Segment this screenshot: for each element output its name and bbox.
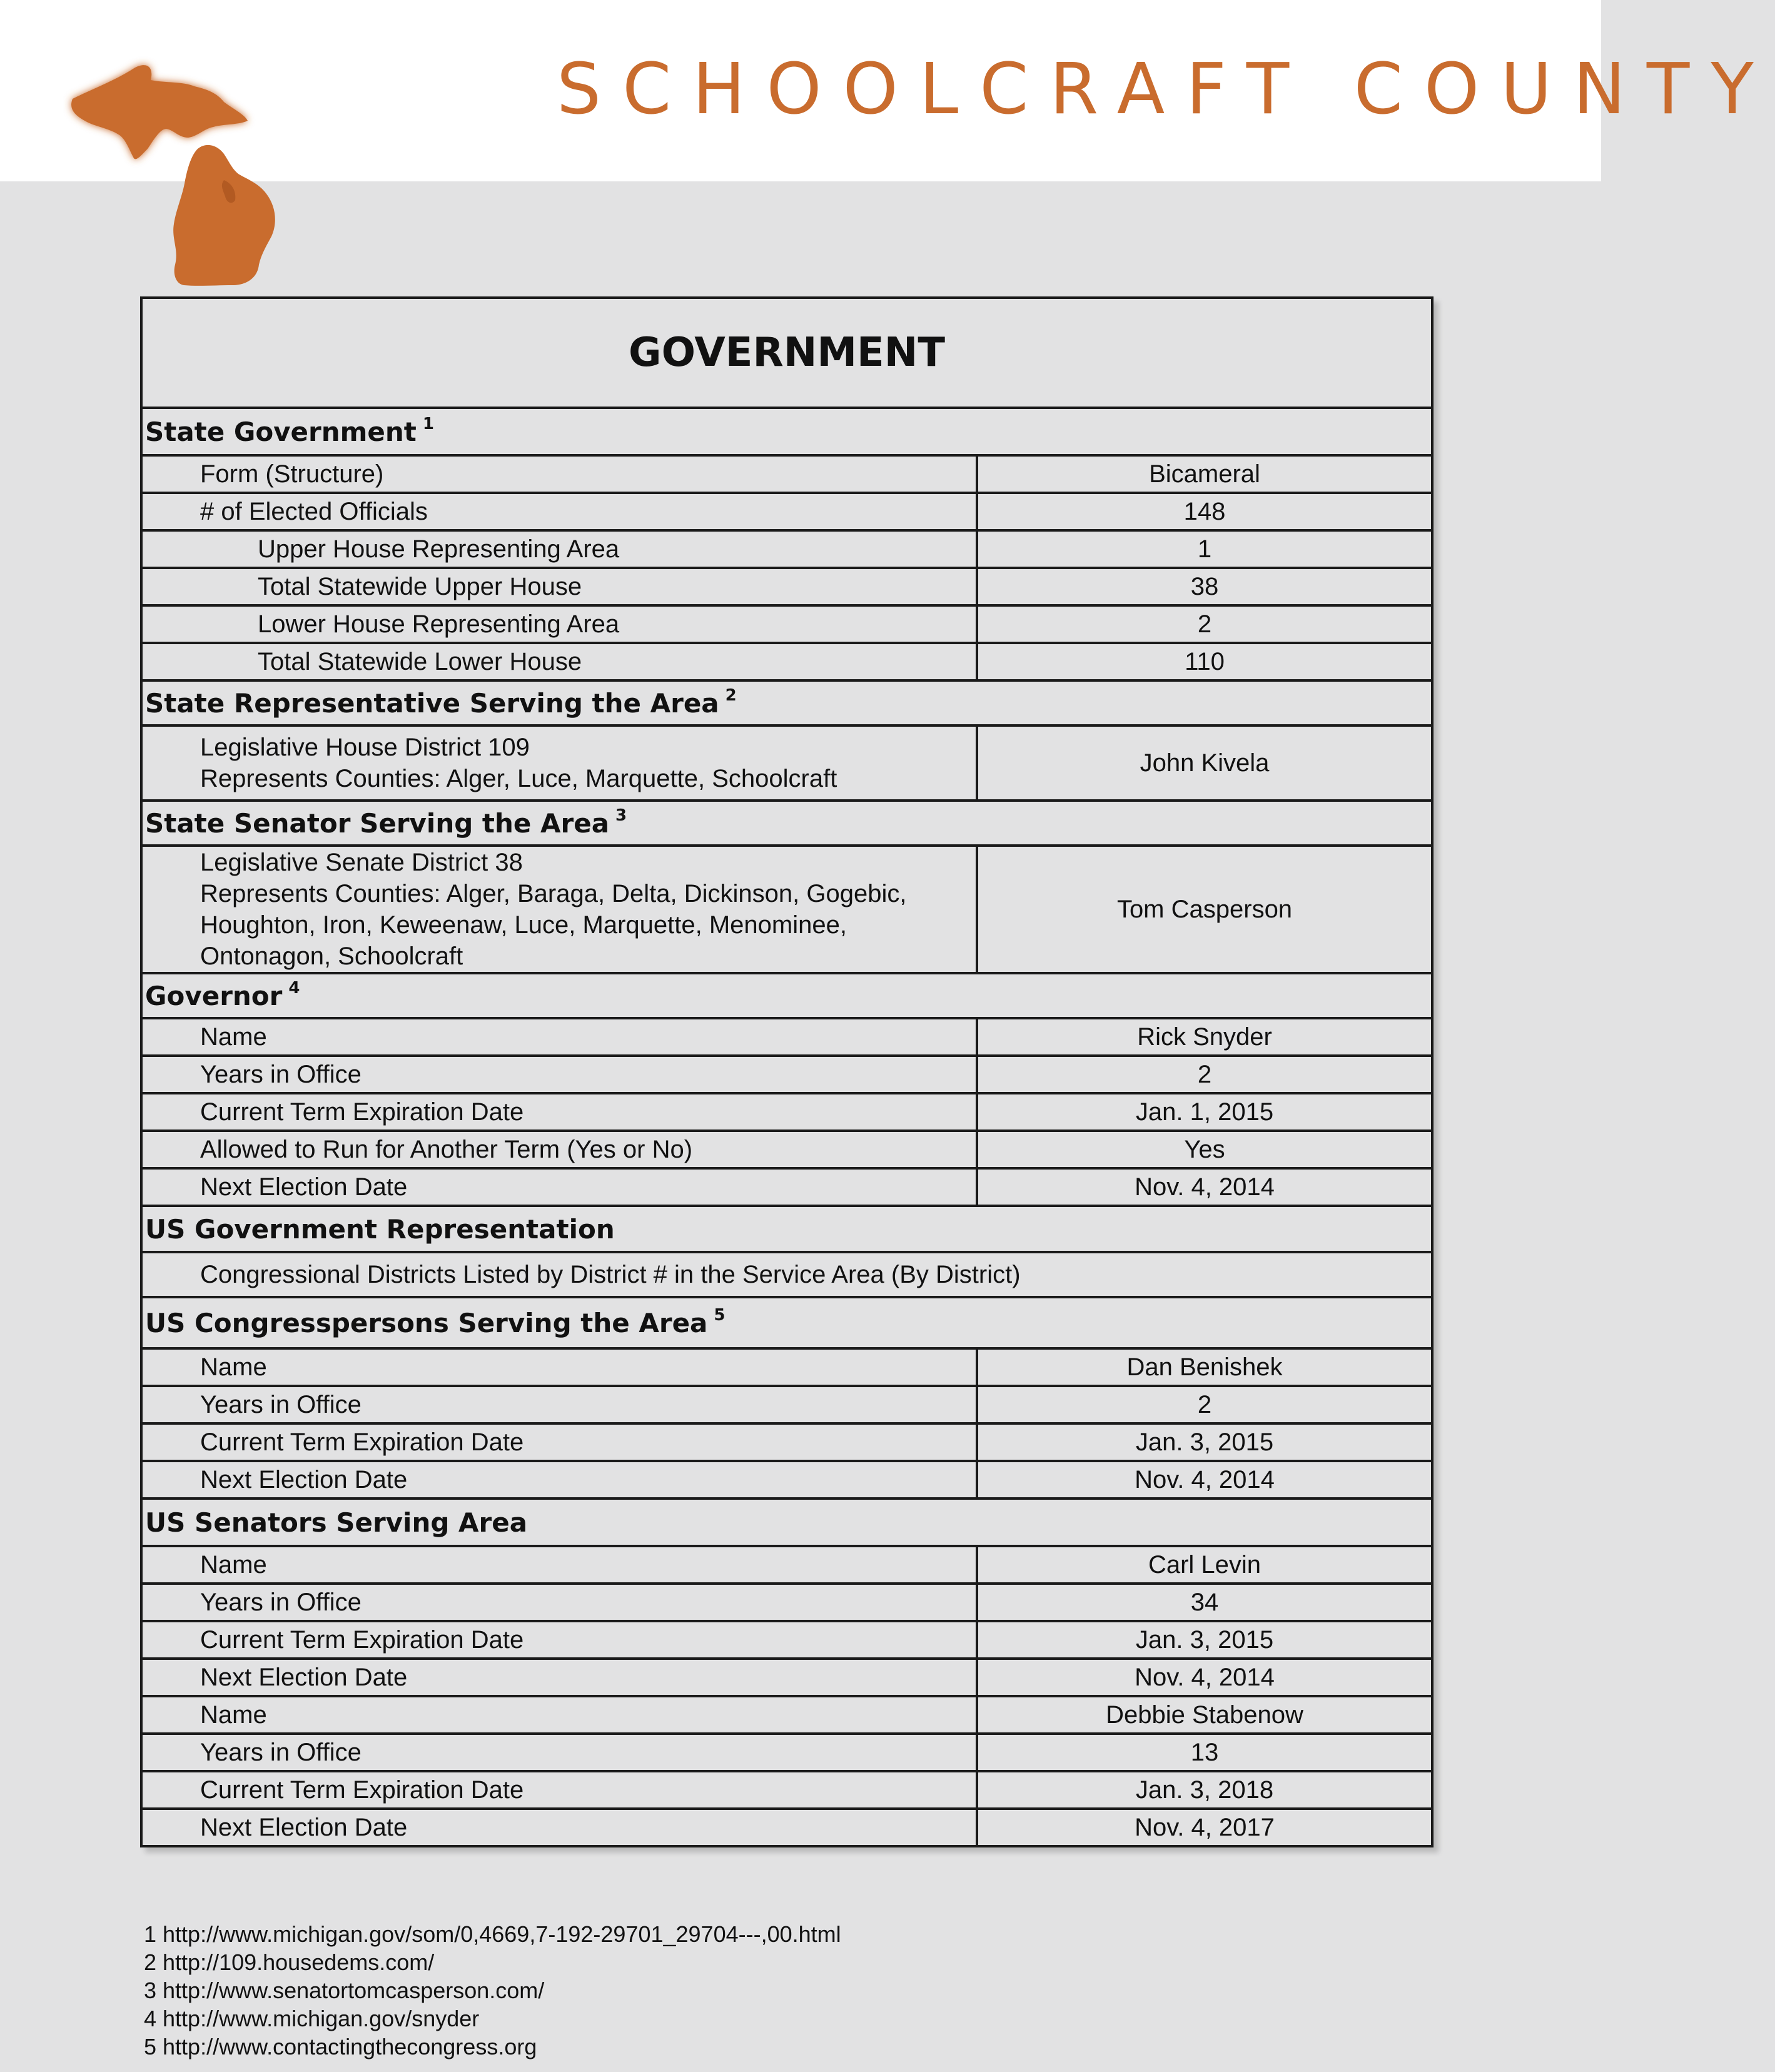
row-label: Years in Office <box>143 1735 978 1770</box>
footnote-link[interactable]: 4 http://www.michigan.gov/snyder <box>144 2006 480 2031</box>
row-value: Rick Snyder <box>1137 1023 1272 1051</box>
row-value: 38 <box>1190 572 1219 600</box>
row-label: Total Statewide Upper House <box>143 569 978 604</box>
row-label <box>143 727 978 799</box>
footnote-ref: 3 <box>615 806 627 825</box>
row-label: Years in Office <box>143 1585 978 1620</box>
row-value: 2 <box>1197 1060 1212 1088</box>
section-us-congress <box>143 1296 1431 1347</box>
row-label: Next Election Date <box>143 1810 978 1845</box>
section-heading: US Government Representation <box>145 1213 615 1245</box>
row-label: Lower House Representing Area <box>143 607 978 642</box>
row-label: Allowed to Run for Another Term (Yes or No) <box>143 1132 978 1167</box>
senator-name: Tom Casperson <box>1116 895 1293 923</box>
row-label: Name <box>143 1697 978 1732</box>
table-row <box>143 604 1431 642</box>
table-title-row <box>143 299 1431 407</box>
table-row <box>143 1129 1431 1167</box>
footnote-ref: 4 <box>288 978 300 998</box>
section-state-representative <box>143 679 1431 724</box>
row-value: 148 <box>1183 497 1226 525</box>
row-label: Name <box>143 1350 978 1385</box>
section-heading: US Senators Serving Area <box>145 1507 528 1538</box>
row-label: Current Term Expiration Date <box>143 1772 978 1807</box>
district-text: Legislative House District 109 <box>200 734 530 761</box>
section-us-government <box>143 1205 1431 1251</box>
table-title: GOVERNMENT <box>629 330 945 376</box>
row-value: 110 <box>1185 647 1225 675</box>
row-label: Years in Office <box>143 1387 978 1422</box>
row-label: Next Election Date <box>143 1170 978 1205</box>
row-label: Name <box>143 1547 978 1582</box>
section-heading: Governor <box>145 980 283 1011</box>
row-value: Nov. 4, 2017 <box>1135 1813 1275 1841</box>
table-row <box>143 844 1431 972</box>
counties-text: Houghton, Iron, Keweenaw, Luce, Marquette, Menominee, <box>200 911 847 939</box>
row-label: Years in Office <box>143 1057 978 1092</box>
table-row <box>143 642 1431 679</box>
table-row <box>143 1347 1431 1385</box>
row-label: Total Statewide Lower House <box>143 644 978 679</box>
table-row <box>143 454 1431 492</box>
table-row <box>143 1251 1431 1296</box>
table-row <box>143 1422 1431 1460</box>
table-row <box>143 1460 1431 1497</box>
footnote-link[interactable]: 3 http://www.senatortomcasperson.com/ <box>144 1978 545 2003</box>
section-state-senator <box>143 799 1431 844</box>
counties-text: Represents Counties: Alger, Baraga, Delta, Dickinson, Gogebic, <box>200 880 907 907</box>
section-heading: US Congresspersons Serving the Area <box>145 1307 708 1338</box>
table-row <box>143 724 1431 799</box>
table-row <box>143 1807 1431 1845</box>
table-row <box>143 567 1431 604</box>
row-label: Form (Structure) <box>143 457 978 492</box>
table-row <box>143 1620 1431 1657</box>
table-row <box>143 492 1431 529</box>
table-row <box>143 1695 1431 1732</box>
footnote-ref: 5 <box>714 1305 726 1325</box>
district-text: Legislative Senate District 38 <box>200 849 523 876</box>
row-label: Name <box>143 1019 978 1054</box>
counties-text: Ontonagon, Schoolcraft <box>200 943 463 970</box>
table-row <box>143 1054 1431 1092</box>
table-row <box>143 1545 1431 1582</box>
row-value: Dan Benishek <box>1126 1353 1283 1381</box>
section-heading: State Government <box>145 416 417 447</box>
table-row <box>143 529 1431 567</box>
row-label: Current Term Expiration Date <box>143 1425 978 1460</box>
table-row <box>143 1770 1431 1807</box>
row-label: Upper House Representing Area <box>143 532 978 567</box>
row-label: # of Elected Officials <box>143 494 978 529</box>
footnote-ref: 1 <box>422 414 434 433</box>
row-value: Nov. 4, 2014 <box>1135 1173 1275 1201</box>
table-row <box>143 1017 1431 1054</box>
row-value: 2 <box>1197 610 1212 638</box>
row-label: Current Term Expiration Date <box>143 1094 978 1129</box>
section-heading: State Representative Serving the Area <box>145 687 719 719</box>
row-value: 2 <box>1197 1390 1212 1418</box>
section-governor <box>143 972 1431 1017</box>
row-value: Nov. 4, 2014 <box>1135 1663 1275 1691</box>
row-value: 34 <box>1190 1588 1219 1616</box>
footnotes <box>144 1920 841 2061</box>
counties-text: Represents Counties: Alger, Luce, Marquette, Schoolcraft <box>200 765 837 792</box>
row-value: Debbie Stabenow <box>1106 1701 1303 1729</box>
michigan-map-icon <box>60 55 310 293</box>
government-table <box>140 296 1434 1847</box>
row-value: Yes <box>1184 1135 1225 1163</box>
row-value: Nov. 4, 2014 <box>1135 1465 1275 1493</box>
row-value: Jan. 3, 2018 <box>1135 1776 1274 1804</box>
row-value: Jan. 1, 2015 <box>1135 1098 1274 1126</box>
section-state-government <box>143 407 1431 454</box>
county-title: SCHOOLCRAFT COUNTY <box>557 49 1775 130</box>
row-label <box>143 847 978 972</box>
row-label: Current Term Expiration Date <box>143 1622 978 1657</box>
row-value: Bicameral <box>1149 460 1260 488</box>
row-label: Next Election Date <box>143 1462 978 1497</box>
table-row <box>143 1167 1431 1205</box>
table-row <box>143 1582 1431 1620</box>
districts-note: Congressional Districts Listed by District # in the Service Area (By District) <box>200 1260 1021 1288</box>
section-heading: State Senator Serving the Area <box>145 807 610 839</box>
row-value: 1 <box>1197 535 1212 563</box>
footnote-link[interactable]: 1 http://www.michigan.gov/som/0,4669,7-192-29701_29704---,00.html <box>144 1921 841 1947</box>
representative-name: John Kivela <box>1140 749 1270 777</box>
table-row <box>143 1732 1431 1770</box>
section-us-senators <box>143 1497 1431 1545</box>
table-row <box>143 1092 1431 1129</box>
row-value: 13 <box>1190 1738 1219 1766</box>
footnote-link[interactable]: 2 http://109.housedems.com/ <box>144 1949 435 1975</box>
row-label: Next Election Date <box>143 1660 978 1695</box>
table-row <box>143 1385 1431 1422</box>
table-row <box>143 1657 1431 1695</box>
row-value: Jan. 3, 2015 <box>1135 1625 1274 1654</box>
footnote-link[interactable]: 5 http://www.contactingthecongress.org <box>144 2034 537 2059</box>
row-value: Carl Levin <box>1148 1550 1262 1579</box>
footnote-ref: 2 <box>725 685 737 705</box>
row-value: Jan. 3, 2015 <box>1135 1428 1274 1456</box>
